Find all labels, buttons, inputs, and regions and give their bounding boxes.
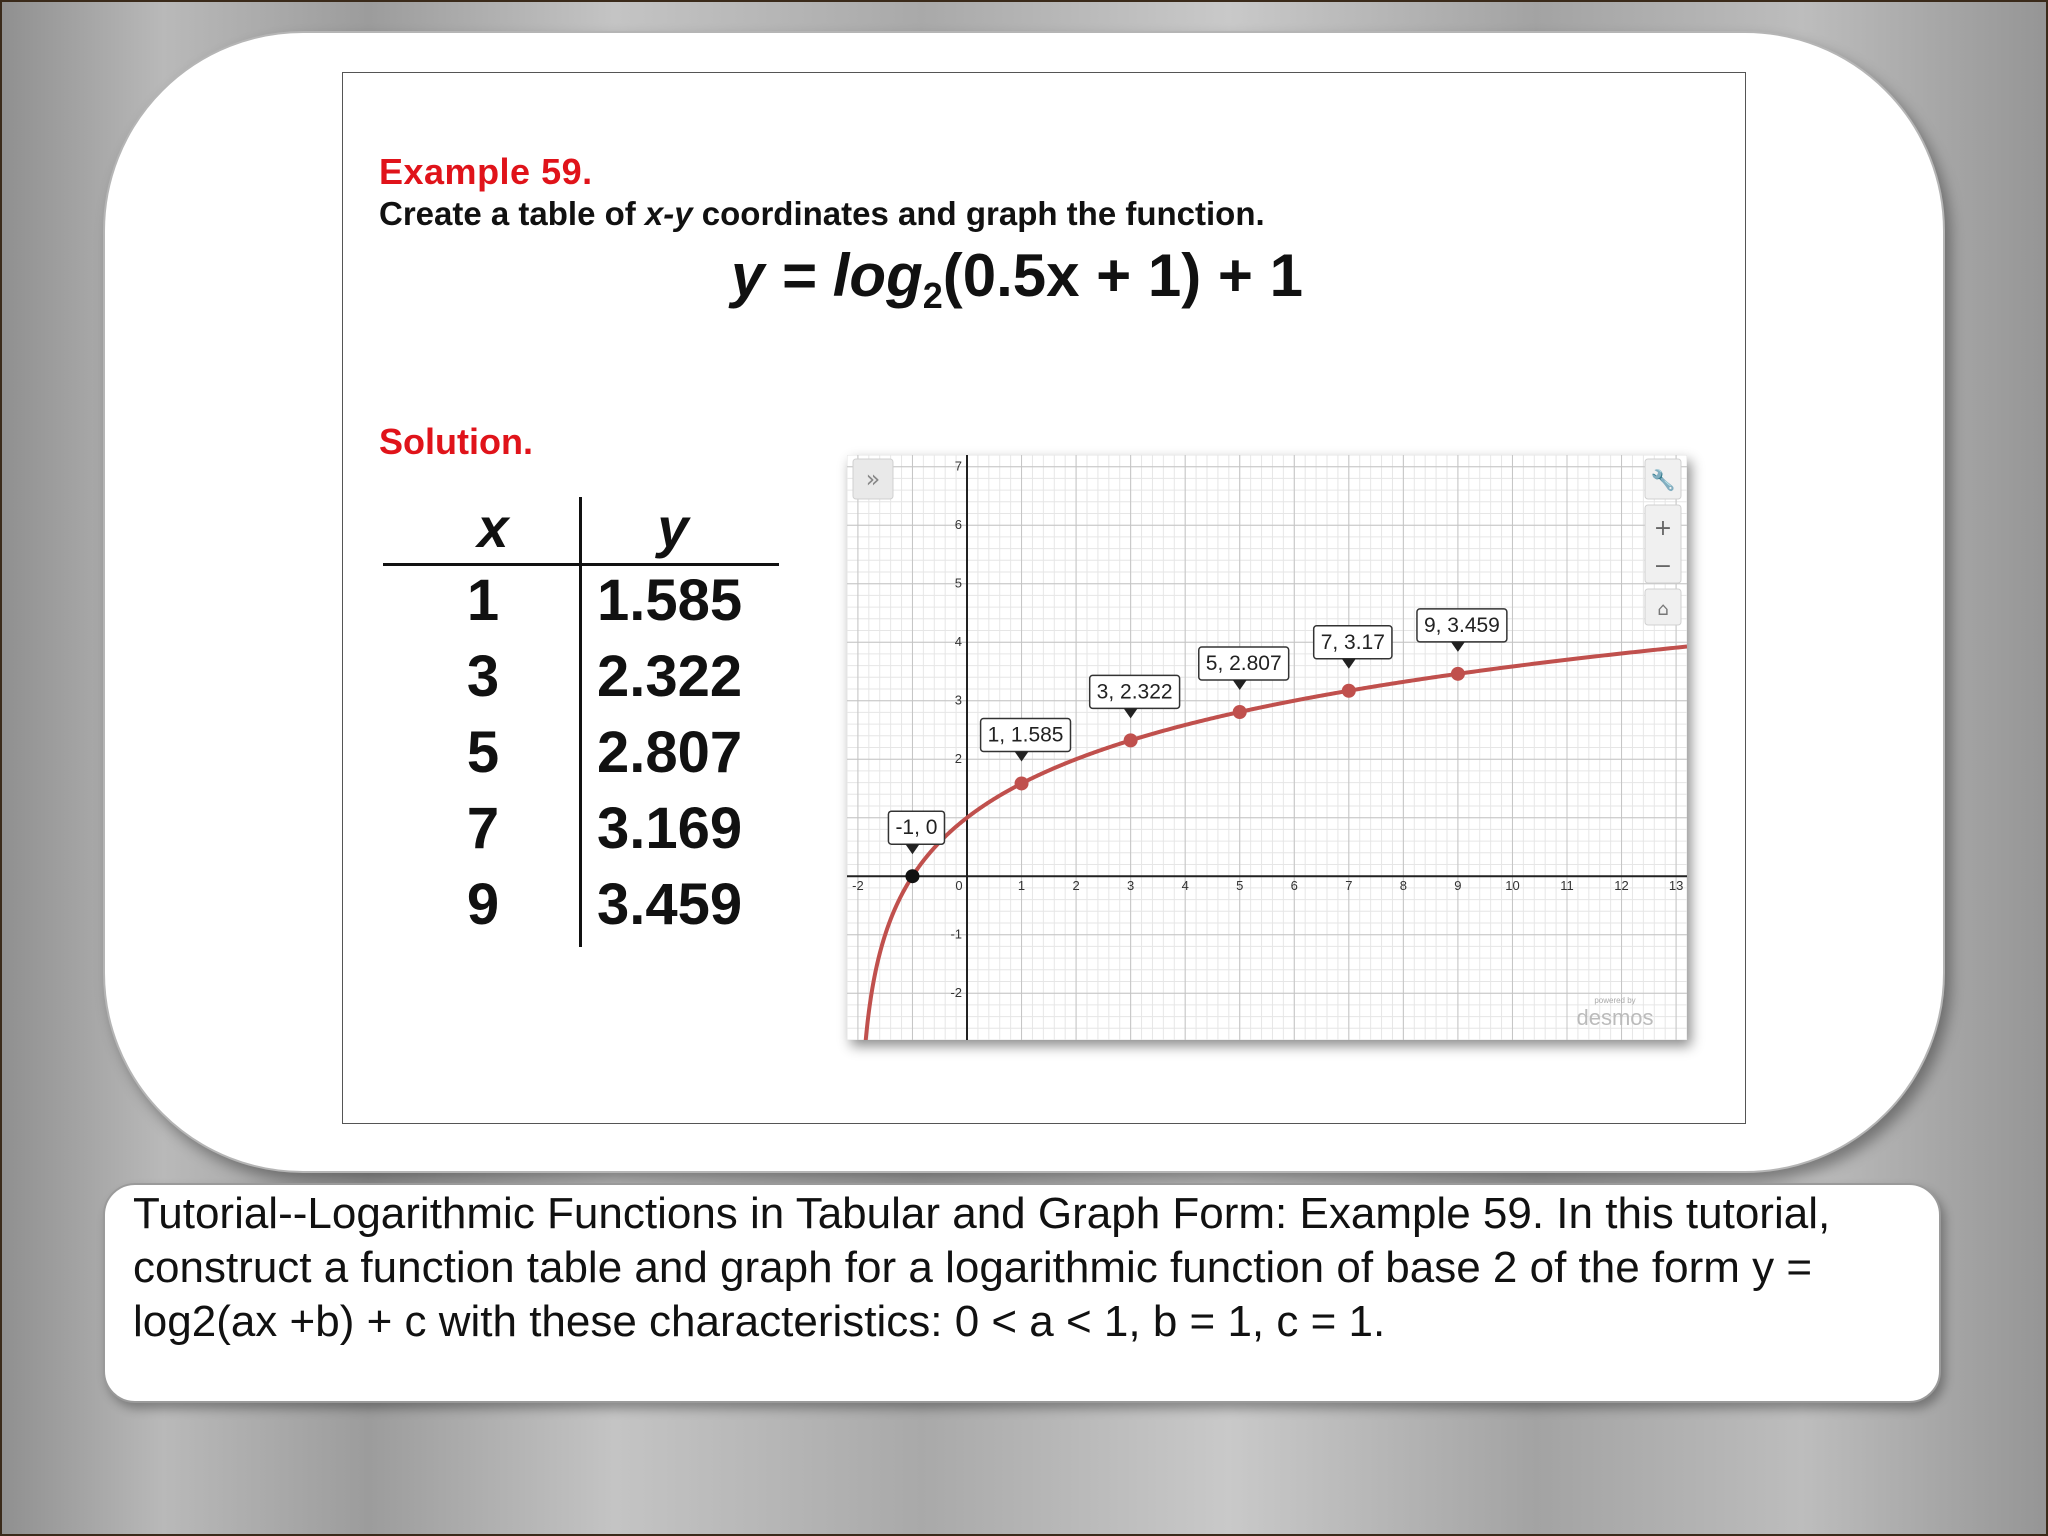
data-point[interactable]: [1451, 667, 1465, 681]
y-tick-label: 5: [954, 575, 962, 591]
x-tick-label: 11: [1560, 878, 1574, 894]
function-graph: [847, 455, 1687, 1040]
point-label: -1, 0: [895, 816, 938, 840]
x-tick-label: -2: [852, 878, 864, 894]
wrench-icon[interactable]: 🔧: [1650, 468, 1676, 492]
y-tick-label: 2: [954, 751, 962, 767]
description-post: coordinates and graph the function.: [692, 195, 1265, 232]
point-label: 1, 1.585: [987, 723, 1064, 747]
function-equation: [731, 241, 1303, 317]
table-cell-y: 3.169: [597, 796, 743, 861]
x-tick-label: 6: [1290, 878, 1298, 894]
data-point[interactable]: [1233, 705, 1247, 719]
x-tick-label: 0: [955, 878, 963, 894]
table-row: [383, 871, 783, 947]
point-label: 3, 2.322: [1096, 680, 1173, 704]
x-tick-label: 8: [1399, 878, 1407, 894]
solution-label: Solution.: [379, 421, 533, 462]
data-point[interactable]: [1342, 684, 1356, 698]
zoom-in-icon[interactable]: +: [1653, 516, 1673, 541]
table-cell-y: 2.807: [597, 720, 743, 785]
table-cell-x: 7: [466, 796, 500, 861]
y-tick-label: 6: [954, 517, 962, 533]
table-row: [383, 719, 783, 795]
table-cell-x: 9: [466, 872, 500, 937]
x-tick-label: 1: [1017, 878, 1026, 894]
x-tick-label: 3: [1127, 878, 1135, 894]
function-curve: [864, 647, 1687, 1040]
home-icon[interactable]: ⌂: [1657, 599, 1669, 620]
description-pre: Create a table of: [379, 195, 645, 232]
table-cell-y: 1.585: [597, 568, 743, 633]
point-label-pointer: [1451, 642, 1465, 652]
description-var: x-y: [644, 195, 693, 232]
y-tick-label: -1: [950, 926, 962, 942]
double-chevron-right-icon[interactable]: »: [865, 465, 881, 493]
x-tick-label: 7: [1345, 878, 1353, 894]
point-label-pointer: [1233, 680, 1247, 690]
x-tick-label: 9: [1454, 878, 1462, 894]
table-header-y: y: [657, 496, 689, 559]
point-label: 9, 3.459: [1423, 613, 1500, 637]
x-tick-label: 5: [1236, 878, 1244, 894]
point-label-pointer: [1124, 708, 1138, 718]
graph-panel: [847, 455, 1687, 1040]
data-point[interactable]: [1015, 776, 1029, 790]
equation-main: y = log: [731, 242, 923, 309]
table-cell-y: 3.459: [597, 872, 743, 937]
y-tick-label: 7: [954, 458, 962, 474]
point-label: 5, 2.807: [1205, 651, 1282, 675]
table-cell-y: 2.322: [597, 644, 743, 709]
caption-text: Tutorial--Logarithmic Functions in Tabular and Graph Form: Example 59. In this tutorial, construct a function table and graph for a logarithmic function of base 2 of the form y = log2(ax +b) + c with these characteristics: 0 < a < 1, b = 1, c = 1.: [133, 1189, 1831, 1346]
equation-base: 2: [922, 275, 943, 316]
caption-box: [103, 1183, 1941, 1403]
table-row: [383, 567, 783, 643]
data-point[interactable]: [1124, 733, 1138, 747]
point-label: 7, 3.17: [1320, 630, 1385, 654]
equation-arg: (0.5x + 1) + 1: [942, 242, 1303, 309]
table-cell-x: 3: [466, 644, 500, 709]
x-tick-label: 2: [1072, 878, 1080, 894]
table-row: [383, 795, 783, 871]
table-cell-x: 1: [466, 568, 500, 633]
data-point[interactable]: [905, 869, 919, 883]
point-label-pointer: [1015, 751, 1029, 761]
table-row: [383, 643, 783, 719]
watermark-small: powered by: [1594, 996, 1636, 1005]
point-label-pointer: [1342, 659, 1356, 669]
x-tick-label: 10: [1505, 878, 1520, 894]
example-description: [379, 195, 1265, 233]
zoom-out-icon[interactable]: −: [1653, 554, 1673, 579]
table-cell-x: 5: [466, 720, 500, 785]
y-tick-label: -2: [950, 985, 962, 1001]
y-tick-label: 3: [954, 692, 962, 708]
table-header-x: x: [477, 496, 509, 559]
y-tick-label: 4: [954, 634, 962, 650]
x-tick-label: 13: [1668, 878, 1684, 894]
example-title: Example 59.: [379, 151, 593, 192]
x-tick-label: 12: [1614, 878, 1629, 894]
desmos-watermark: desmos: [1576, 1005, 1654, 1030]
x-tick-label: 4: [1181, 878, 1189, 894]
xy-table: [383, 497, 783, 1017]
